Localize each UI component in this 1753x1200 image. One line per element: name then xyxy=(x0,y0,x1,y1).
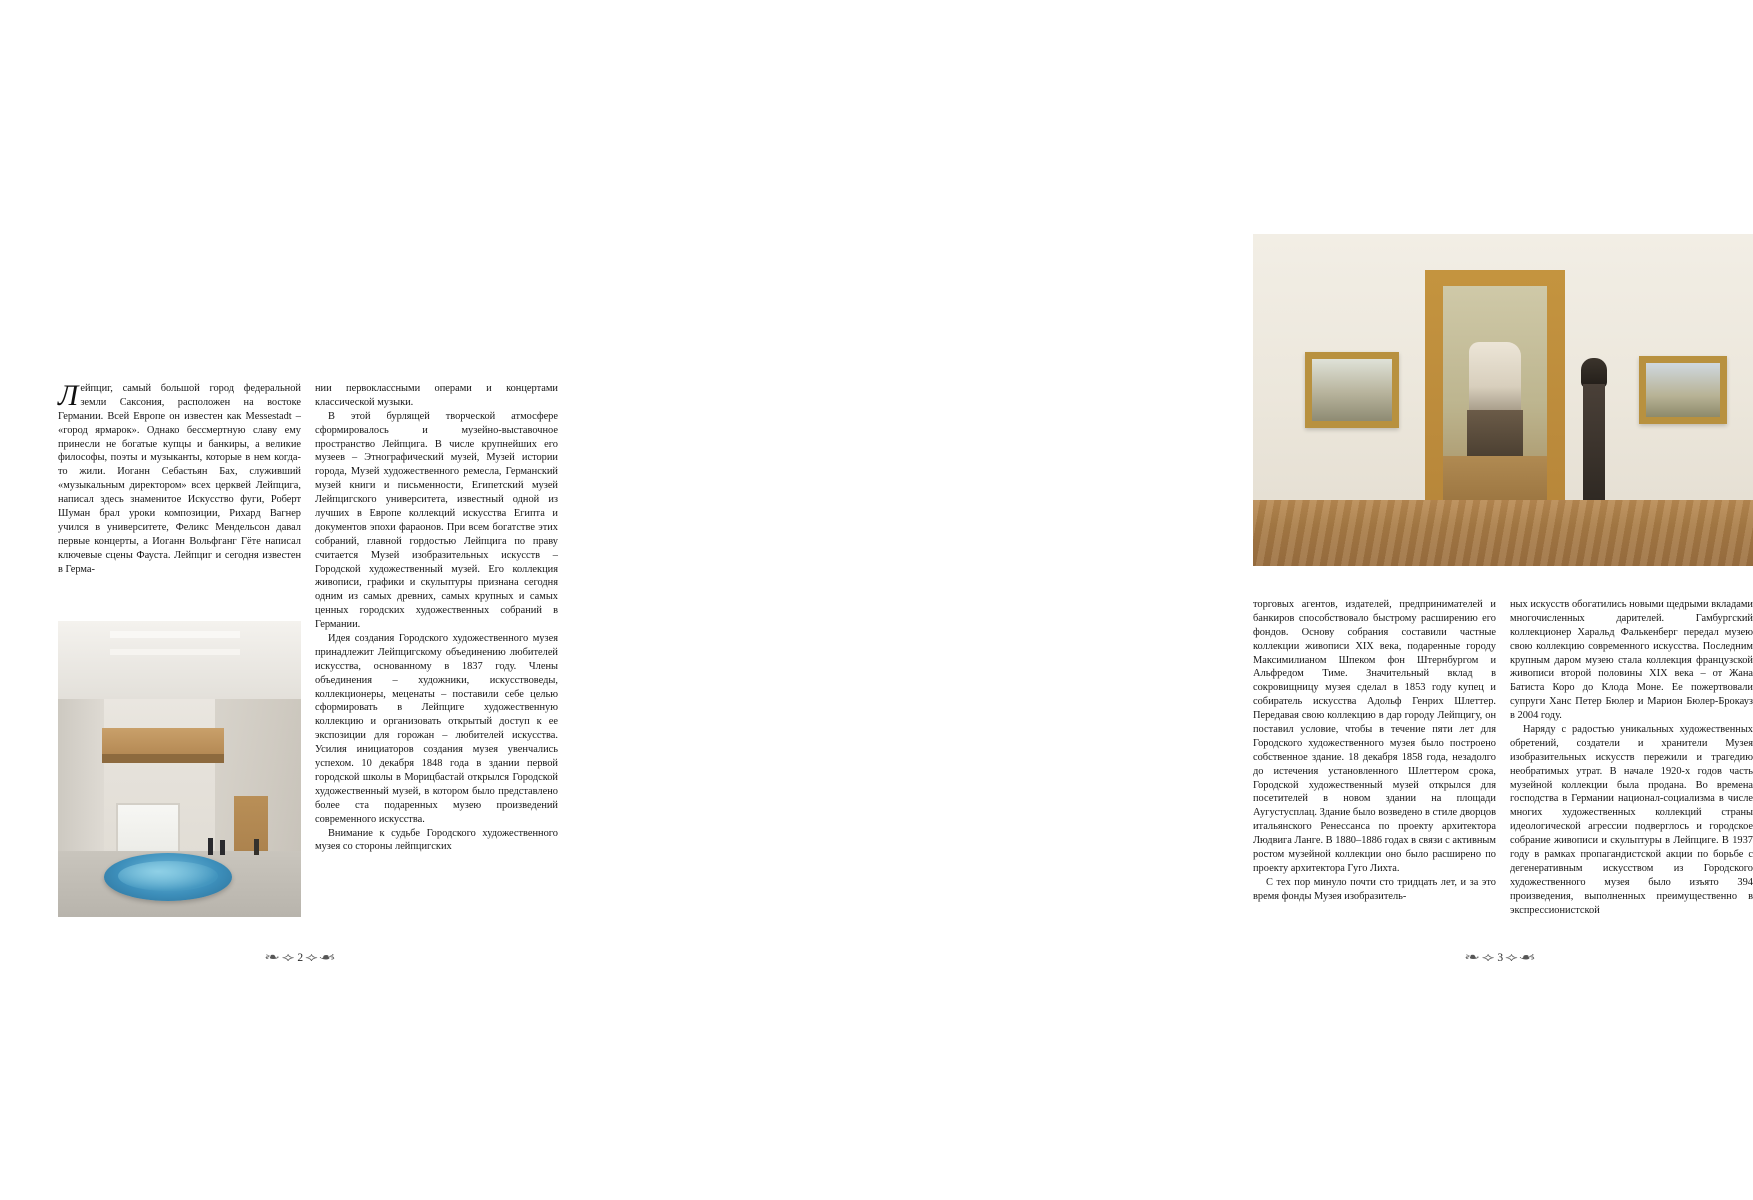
bust-pedestal xyxy=(1583,384,1605,500)
left-page-column-2 xyxy=(315,382,558,854)
folio-ornament-right: ⟡☙ xyxy=(305,950,337,964)
left-col2-paragraph-3: Идея создания Городского художественного музея принадлежит Лейпцигскому объединению любителей искусства, основанному в 1837 году. Члены объединения – художники, искусствоведы, коллекционеры, меценаты – поставили себе целью сформировать в Лейпциге художественную коллекцию и организовать открытый доступ к ее экспозиции для горожан – любителей искусства. Усилия инициаторов создания музея увенчались успехом. 10 декабря 1848 года в здании первой городской школы в Морицбастай открылся Городской художественный музей, в котором было представлено более ста подаренных музею произведений современного искусства. xyxy=(315,633,558,825)
adjacent-room-floor xyxy=(1443,456,1547,500)
right-page-number: 3 xyxy=(1497,951,1505,964)
hall-ceiling-light-1 xyxy=(110,631,240,638)
right-col1-paragraph-2: С тех пор минуло почти сто тридцать лет, и за это время фонды Музея изобразитель- xyxy=(1253,876,1496,902)
museum-hall-illustration xyxy=(58,621,301,917)
hall-ceiling-light-2 xyxy=(110,649,240,655)
left-col2-paragraph-4: Внимание к судьбе Городского художественного музея со стороны лейпцигских xyxy=(315,827,558,853)
right-col2-paragraph-1: ных искусств обогатились новыми щедрыми вкладами многочисленных дарителей. Гамбургский коллекционер Харальд Фалькенберг передал музею свою коллекцию современного искусства. Последним крупным даром музею стала коллекция французской живописи второй половины XIX века – от Жана Батиста Коро до Клода Моне. Ее пожертвовали супруги Ханс Петер Бюлер и Марион Бюлер-Брокауз в 2004 году. xyxy=(1510,599,1753,722)
left-col2-paragraph-2: В этой бурлящей творческой атмосфере сформировалось и музейно-выставочное пространство Лейпцига. В числе крупнейших его музеев – Этнографический музей, Музей истории города, Музей художественного ремесла, Германский музей книги и письменности, Египетский музей Лейпцигского университета, известный одной из лучших в Европе коллекций искусства Египта и документов эпохи фараонов. При всем богатстве этих собраний, главной гордостью Лейпцига по праву считается Музей изобразительных искусств – Городской художественный музей. Его коллекция живописи, графики и скульптуры признана сегодня одним из самых древних, самых крупных и самых ценных городских художественных собраний в Германии. xyxy=(315,410,558,631)
gallery-illustration xyxy=(1253,234,1753,566)
left-page-folio xyxy=(179,950,422,965)
left-col1-paragraph-1: ейпциг, самый большой город федеральной земли Саксония, расположен на востоке Германии. Всей Европе он известен как Messestadt – «город ярмарок». Однако бессмертную славу ему принесли не богатые купцы и банкиры, а великие философы, поэты и музыканты, которые в нем когда-то жили. Иоганн Себастьян Бах, служивший «музыкальным директором» всех церквей Лейпцига, написал здесь знаменитое Искусство фуги, Роберт Шуман брал уроки композиции, Рихард Вагнер учился в университете, Феликс Мендельсон давал первые концерты, а Иоганн Вольфганг Гёте написал ключевые сцены Фауста. Лейпциг и сегодня известен в Герма- xyxy=(58,383,301,575)
framed-painting-right xyxy=(1639,356,1727,424)
folio-ornament-right: ⟡☙ xyxy=(1505,950,1537,964)
sculpture-plinth xyxy=(1467,410,1523,458)
modern-museum-hall-photo xyxy=(58,621,301,917)
gallery-interior-photo xyxy=(1253,234,1753,566)
right-page-column-1 xyxy=(1253,598,1496,904)
folio-ornament-left: ❧⟡ xyxy=(1464,950,1497,964)
left-page-number: 2 xyxy=(297,951,305,964)
gallery-parquet-floor xyxy=(1253,500,1753,566)
right-page xyxy=(600,0,1753,1200)
right-col2-paragraph-2: Наряду с радостью уникальных художественных обретений, создатели и хранители Музея изобразительных искусств пережили и трагедию необратимых утрат. В начале 1920-х годов часть музейной коллекции была продана. Во времена господства в Германии национал-социализма в числе многих художественных коллекций страны идеологической агрессии подверглось и городское собрание живописи и скульптуры в Лейпциге. В 1937 году в рамках пропагандистской акции по борьбе с дегенеративным искусством из Городского художественного музея было изъято 394 произведения, выполненных преимущественно в экспрессионистской xyxy=(1510,724,1753,916)
blue-floor-installation xyxy=(104,853,232,901)
framed-painting-left xyxy=(1305,352,1399,428)
left-page xyxy=(0,0,600,1200)
right-col1-paragraph-1: торговых агентов, издателей, предпринимателей и банкиров способствовало быстрому расширению его фондов. Основу собрания составили частные коллекции живописи XIX века, подаренные городу Максимилианом Шпеком фон Штернбургом и Альфредом Тиме. Значительный вклад в сокровищницу музея сделал в 1853 году купец и собиратель искусства Адольф Генрих Шлеттер. Передавая свою коллекцию в дар городу Лейпцигу, он поставил условие, чтобы в течение пяти лет для Городского художественного музея было построено собственное здание. 18 декабря 1858 года, незадолго до истечения установленного Шлеттером срока, Городской художественный музей открылся для посетителей в новом здании на площади Аугустусплац. Здание было возведено в стиле дворцов итальянского Ренессанса по проекту архитектора Людвига Ланге. В 1880–1886 годах в связи с активным ростом музейной коллекции оно было расширено по проекту архитектора Гуго Лихта. xyxy=(1253,599,1496,874)
right-page-folio xyxy=(1379,950,1622,965)
hall-visitor-2 xyxy=(220,840,225,855)
left-page-column-1 xyxy=(58,379,301,576)
hall-visitor-3 xyxy=(254,839,259,855)
hall-visitor-1 xyxy=(208,838,213,855)
hall-wooden-balcony xyxy=(102,728,224,754)
hall-balcony-shadow xyxy=(102,754,224,763)
drop-cap: Л xyxy=(58,379,79,412)
marble-sculpture xyxy=(1469,342,1521,416)
right-page-column-2 xyxy=(1510,598,1753,917)
folio-ornament-left: ❧⟡ xyxy=(264,950,297,964)
left-col2-paragraph-1: нии первоклассными операми и концертами классической музыки. xyxy=(315,383,558,408)
